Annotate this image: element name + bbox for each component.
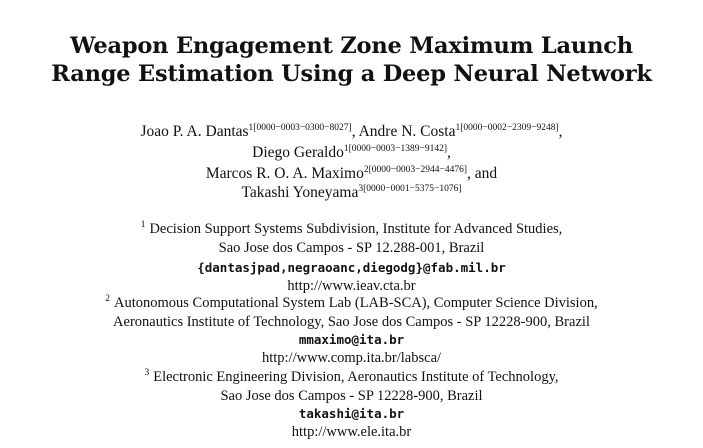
- affiliation-3-email: takashi@ita.br: [298, 406, 405, 421]
- affiliation-text: Autonomous Computational System Lab (LAB-SCA), Computer Science Division,: [114, 295, 598, 311]
- author-orcid: [0000−0001−5375−1076]: [363, 184, 462, 194]
- affiliation-1-email: {dantasjpad,negraoanc,diegodg}@fab.mil.br: [197, 260, 506, 275]
- affiliation-2-url: http://www.comp.ita.br/labsca/: [261, 350, 442, 366]
- affiliation-1-url: http://www.ieav.cta.br: [287, 278, 416, 294]
- affiliation-text: Decision Support Systems Subdivision, Institute for Advanced Studies,: [149, 221, 563, 237]
- author-name: Takashi Yoneyama: [241, 184, 359, 201]
- author-name: Marcos R. O. A. Maximo: [205, 165, 364, 182]
- author-affiliation-mark: 3: [358, 184, 364, 194]
- author-line-2: [0, 145, 703, 161]
- author-affiliation-mark: 1: [455, 123, 461, 133]
- author-orcid: [0000−0003−1389−9142]: [348, 144, 447, 154]
- affiliation-2-email: mmaximo@ita.br: [298, 332, 405, 347]
- author-line-4: [0, 185, 703, 201]
- author-orcid: [0000−0003−2944−4476]: [368, 165, 468, 175]
- paper-title-line-1: Weapon Engagement Zone Maximum Launch: [70, 33, 633, 59]
- affiliation-2-line-1: [0, 296, 703, 311]
- affiliation-mark: 3: [144, 368, 150, 378]
- author-affiliation-mark: 1: [343, 144, 349, 154]
- author-separator: ,: [446, 144, 451, 161]
- affiliation-3-line-1: [0, 370, 703, 385]
- author-affiliation-mark: 1: [248, 123, 254, 133]
- affiliation-1-line-2: Sao Jose dos Campos - SP 12.288-001, Brazil: [218, 240, 485, 256]
- affiliation-mark: 1: [140, 220, 146, 230]
- author-name: Joao P. A. Dantas: [140, 123, 249, 140]
- author-separator: ,: [351, 123, 356, 140]
- author-line-3: [0, 166, 703, 182]
- affiliation-3-url: http://www.ele.ita.br: [291, 424, 412, 440]
- affiliation-1-line-1: [0, 222, 703, 237]
- affiliation-mark: 2: [105, 294, 111, 304]
- paper-title-line-2: Range Estimation Using a Deep Neural Network: [51, 61, 652, 87]
- author-orcid: [0000−0003−0300−8027]: [253, 123, 352, 133]
- author-orcid: [0000−0002−2309−9248]: [460, 123, 559, 133]
- affiliation-text: Electronic Engineering Division, Aeronautics Institute of Technology,: [153, 369, 559, 385]
- author-name: Andre N. Costa: [358, 123, 456, 140]
- author-name: Diego Geraldo: [252, 144, 344, 161]
- author-separator: ,: [558, 123, 563, 140]
- author-affiliation-mark: 2: [363, 165, 369, 175]
- affiliation-2-line-2: Aeronautics Institute of Technology, Sao Jose dos Campos - SP 12228-900, Brazil: [113, 314, 590, 330]
- affiliation-3-line-2: Sao Jose dos Campos - SP 12228-900, Brazil: [220, 388, 483, 404]
- author-line-1: [0, 124, 703, 140]
- author-separator: , and: [467, 165, 498, 182]
